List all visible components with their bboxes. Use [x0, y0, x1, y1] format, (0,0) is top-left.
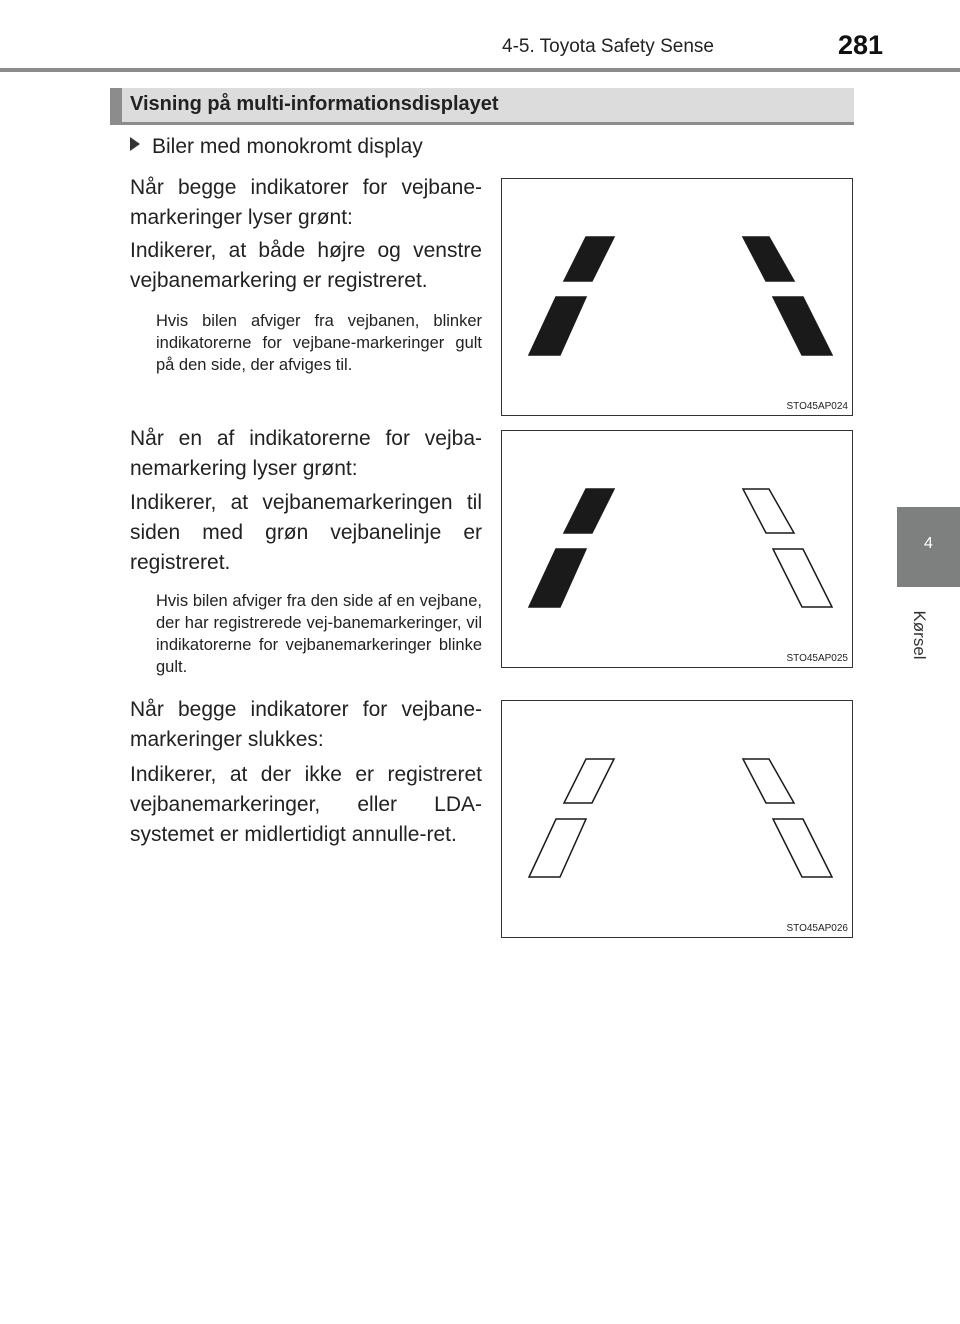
condition-3: Når begge indikatorer for vejbane-markeringer slukkes: [130, 698, 482, 751]
figure-code-3: STO45AP026 [786, 923, 848, 934]
figure-1 [501, 178, 853, 416]
triangle-bullet-icon [130, 137, 140, 151]
note-2: Hvis bilen afviger fra den side af en vejbane, der har registrerede vej-banemarkeringer, vil indikatorerne for vejbanemarkeringer blinke gult. [156, 592, 482, 676]
left-lane-lower [529, 819, 586, 877]
page-number: 281 [838, 30, 884, 60]
left-lane-lower [529, 549, 586, 607]
right-lane-lower [773, 549, 832, 607]
condition-2: Når en af indikatorerne for vejba-nemarkering lyser grønt: [130, 427, 482, 480]
left-lane-upper [564, 489, 614, 533]
right-lane-upper [743, 489, 794, 533]
right-lane-lower [773, 819, 832, 877]
lane-display-left-filled [502, 431, 854, 669]
section-title: 4-5. Toyota Safety Sense [502, 36, 714, 57]
chapter-label-text: Kørsel [910, 610, 929, 660]
lane-display-both-outline [502, 701, 854, 939]
right-lane-upper [743, 237, 794, 281]
bullet-text: Biler med monokromt display [152, 135, 423, 158]
figure-3 [501, 700, 853, 938]
chapter-number: 4 [924, 535, 933, 552]
note-1: Hvis bilen afviger fra vejbanen, blinker indikatorerne for vejbane-markeringer gult på den side, der afviges til. [156, 312, 482, 374]
condition-1: Når begge indikatorer for vejbane-markeringer lyser grønt: [130, 176, 482, 229]
lane-display-both-filled [502, 179, 854, 417]
figure-code-1: STO45AP024 [786, 401, 848, 412]
bullet-item [130, 135, 423, 159]
meaning-1: Indikerer, at både højre og venstre vejbanemarkering er registreret. [130, 239, 482, 292]
section-heading [110, 88, 854, 125]
chapter-label [904, 600, 934, 670]
left-lane-lower [529, 297, 586, 355]
chapter-tab [897, 507, 960, 587]
header-rule [0, 68, 960, 72]
figure-2 [501, 430, 853, 668]
section-heading-text: Visning på multi-informationsdisplayet [130, 93, 499, 115]
heading-accent [110, 88, 122, 122]
meaning-2: Indikerer, at vejbanemarkeringen til siden med grøn vejbanelinje er registreret. [130, 491, 482, 574]
right-lane-lower [773, 297, 832, 355]
left-lane-upper [564, 237, 614, 281]
right-lane-upper [743, 759, 794, 803]
left-lane-upper [564, 759, 614, 803]
meaning-3: Indikerer, at der ikke er registreret vejbanemarkeringer, eller LDA-systemet er midlertidigt annulle-ret. [130, 763, 482, 846]
figure-code-2: STO45AP025 [786, 653, 848, 664]
